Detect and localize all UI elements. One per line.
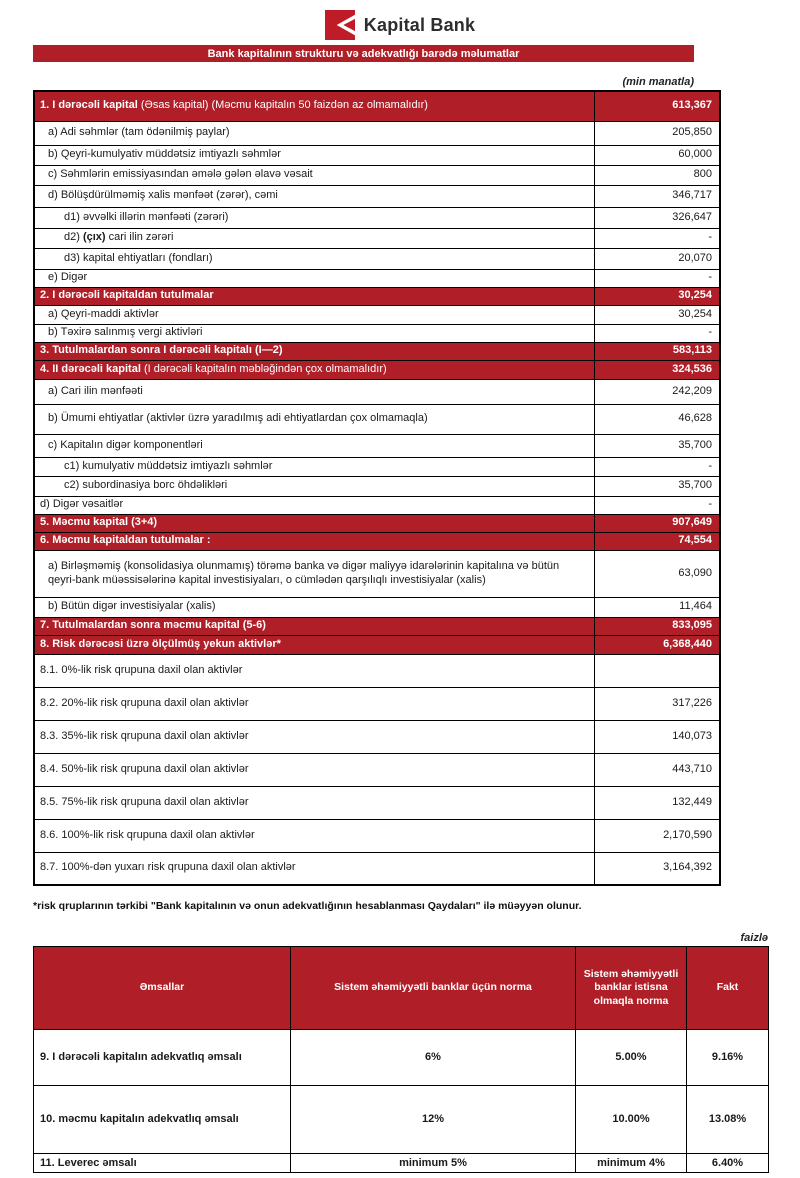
table-row bbox=[34, 687, 720, 720]
row-value: 833,095 bbox=[595, 617, 721, 635]
row-value: 35,700 bbox=[595, 434, 721, 457]
row-value: - bbox=[595, 324, 721, 342]
row-value: 74,554 bbox=[595, 532, 721, 550]
row-label: 8.7. 100%-dən yuxarı risk qrupuna daxil olan aktivlər bbox=[34, 852, 595, 885]
row-value: 132,449 bbox=[595, 786, 721, 819]
table-row bbox=[34, 720, 720, 753]
row-value: 30,254 bbox=[595, 305, 721, 324]
row-value: 324,536 bbox=[595, 360, 721, 379]
row-value: 205,850 bbox=[595, 121, 721, 145]
row-value: 63,090 bbox=[595, 550, 721, 597]
row-label: 3. Tutulmalardan sonra I dərəcəli kapitalı (I—2) bbox=[34, 342, 595, 360]
row-label: c) Səhmlərin emissiyasından əmələ gələn əlavə vəsait bbox=[34, 165, 595, 185]
ratio-value: 5.00% bbox=[576, 1030, 687, 1086]
row-value bbox=[595, 654, 721, 687]
column-header: Sistem əhəmiyyətli banklar üçün norma bbox=[291, 947, 576, 1030]
table-row bbox=[34, 532, 720, 550]
table-row bbox=[34, 654, 720, 687]
row-value: 326,647 bbox=[595, 207, 721, 228]
row-label: 8. Risk dərəcəsi üzrə ölçülmüş yekun aktivlər* bbox=[34, 635, 595, 654]
risk-groups-footnote: *risk qruplarının tərkibi "Bank kapitalının və onun adekvatlığının hesablanması Qaydaları" ilə müəyyən olunur. bbox=[33, 900, 582, 912]
brand-name: Kapital Bank bbox=[363, 14, 476, 35]
row-label: b) Ümumi ehtiyatlar (aktivlər üzrə yaradılmış adi ehtiyatlardan çox olmamaqla) bbox=[34, 404, 595, 434]
report-title: Bank kapitalının strukturu və adekvatlığı barədə məlumatlar bbox=[207, 47, 520, 60]
row-label: 2. I dərəcəli kapitaldan tutulmalar bbox=[34, 287, 595, 305]
table-row bbox=[34, 404, 720, 434]
table-row bbox=[34, 287, 720, 305]
row-label: b) Qeyri-kumulyativ müddətsiz imtiyazlı səhmlər bbox=[34, 145, 595, 165]
ratio-label: 9. I dərəcəli kapitalın adekvatlıq əmsalı bbox=[34, 1030, 291, 1086]
ratio-value: 12% bbox=[291, 1086, 576, 1154]
row-label: 8.6. 100%-lik risk qrupuna daxil olan aktivlər bbox=[34, 819, 595, 852]
column-header: Əmsallar bbox=[34, 947, 291, 1030]
table-row bbox=[34, 753, 720, 786]
row-value: - bbox=[595, 457, 721, 476]
row-value: 60,000 bbox=[595, 145, 721, 165]
row-label: a) Qeyri-maddi aktivlər bbox=[34, 305, 595, 324]
ratio-row bbox=[34, 1030, 769, 1086]
row-label: c1) kumulyativ müddətsiz imtiyazlı səhmlər bbox=[34, 457, 595, 476]
ratio-header-row bbox=[34, 947, 769, 1030]
row-label: 8.5. 75%-lik risk qrupuna daxil olan aktivlər bbox=[34, 786, 595, 819]
table-row bbox=[34, 635, 720, 654]
brand-header bbox=[0, 0, 800, 41]
row-label: a) Cari ilin mənfəəti bbox=[34, 379, 595, 404]
ratio-label: 11. Leverec əmsalı bbox=[34, 1154, 291, 1173]
table-row bbox=[34, 496, 720, 514]
row-label: 6. Məcmu kapitaldan tutulmalar : bbox=[34, 532, 595, 550]
row-value: 140,073 bbox=[595, 720, 721, 753]
ratio-value: minimum 5% bbox=[291, 1154, 576, 1173]
row-value: 2,170,590 bbox=[595, 819, 721, 852]
table-row bbox=[34, 342, 720, 360]
table-row bbox=[34, 434, 720, 457]
table-row bbox=[34, 91, 720, 121]
row-value: 35,700 bbox=[595, 476, 721, 496]
row-label: b) Bütün digər investisiyalar (xalis) bbox=[34, 597, 595, 617]
row-label: a) Birləşməmiş (konsolidasiya olunmamış) törəmə banka və digər maliyyə idarələrinin kapitalına və bütün qeyri-bank müəssisələrinə kapital investisiyaları, o cümlədən qarşılıqlı investisiyalar (xalis) bbox=[34, 550, 595, 597]
table-row bbox=[34, 305, 720, 324]
row-value: 46,628 bbox=[595, 404, 721, 434]
ratio-value: 6.40% bbox=[687, 1154, 769, 1173]
row-value: - bbox=[595, 496, 721, 514]
unit-note: (min manatla) bbox=[622, 76, 694, 88]
row-label: d3) kapital ehtiyatları (fondları) bbox=[34, 248, 595, 269]
row-label: 1. I dərəcəli kapital (Əsas kapital) (Məcmu kapitalın 50 faizdən az olmamalıdır) bbox=[34, 91, 595, 121]
report-title-bar bbox=[33, 45, 694, 62]
table-row bbox=[34, 228, 720, 248]
table-row bbox=[34, 457, 720, 476]
table-row bbox=[34, 360, 720, 379]
row-value: 30,254 bbox=[595, 287, 721, 305]
row-value: 907,649 bbox=[595, 514, 721, 532]
row-label: b) Təxirə salınmış vergi aktivləri bbox=[34, 324, 595, 342]
row-label: c) Kapitalın digər komponentləri bbox=[34, 434, 595, 457]
ratio-label: 10. məcmu kapitalın adekvatlıq əmsalı bbox=[34, 1086, 291, 1154]
row-value: 6,368,440 bbox=[595, 635, 721, 654]
row-value: 11,464 bbox=[595, 597, 721, 617]
row-value: 242,209 bbox=[595, 379, 721, 404]
row-label: d1) əvvəlki illərin mənfəəti (zərəri) bbox=[34, 207, 595, 228]
table-row bbox=[34, 550, 720, 597]
row-label: 8.1. 0%-lik risk qrupuna daxil olan aktivlər bbox=[34, 654, 595, 687]
table-row bbox=[34, 207, 720, 228]
table-row bbox=[34, 476, 720, 496]
row-value: - bbox=[595, 269, 721, 287]
row-label: d) Digər vəsaitlər bbox=[34, 496, 595, 514]
table-row bbox=[34, 269, 720, 287]
row-value: 613,367 bbox=[595, 91, 721, 121]
row-value: 3,164,392 bbox=[595, 852, 721, 885]
table-row bbox=[34, 121, 720, 145]
row-value: 583,113 bbox=[595, 342, 721, 360]
column-header: Fakt bbox=[687, 947, 769, 1030]
row-value: 20,070 bbox=[595, 248, 721, 269]
ratio-value: 9.16% bbox=[687, 1030, 769, 1086]
row-label: c2) subordinasiya borc öhdəlikləri bbox=[34, 476, 595, 496]
row-label: 7. Tutulmalardan sonra məcmu kapital (5-6) bbox=[34, 617, 595, 635]
row-label: e) Digər bbox=[34, 269, 595, 287]
capital-structure-table bbox=[33, 90, 721, 886]
table-row bbox=[34, 819, 720, 852]
row-label: 4. II dərəcəli kapital (I dərəcəli kapitalın məbləğindən çox olmamalıdır) bbox=[34, 360, 595, 379]
table-row bbox=[34, 597, 720, 617]
row-value: 317,226 bbox=[595, 687, 721, 720]
table-row bbox=[34, 514, 720, 532]
percent-note: faizlə bbox=[740, 932, 768, 944]
table-row bbox=[34, 248, 720, 269]
ratio-value: minimum 4% bbox=[576, 1154, 687, 1173]
row-value: 443,710 bbox=[595, 753, 721, 786]
row-value: 800 bbox=[595, 165, 721, 185]
ratio-value: 10.00% bbox=[576, 1086, 687, 1154]
ratio-value: 13.08% bbox=[687, 1086, 769, 1154]
row-label: 8.2. 20%-lik risk qrupuna daxil olan aktivlər bbox=[34, 687, 595, 720]
table-row bbox=[34, 786, 720, 819]
ratio-value: 6% bbox=[291, 1030, 576, 1086]
row-label: d) Bölüşdürülməmiş xalis mənfəət (zərər), cəmi bbox=[34, 185, 595, 207]
kapital-bank-logo-icon bbox=[325, 10, 355, 40]
adequacy-ratios-table bbox=[33, 946, 769, 1173]
row-value: 346,717 bbox=[595, 185, 721, 207]
column-header: Sistem əhəmiyyətli banklar istisna olmaqla norma bbox=[576, 947, 687, 1030]
row-label: a) Adi səhmlər (tam ödənilmiş paylar) bbox=[34, 121, 595, 145]
table-row bbox=[34, 145, 720, 165]
table-row bbox=[34, 324, 720, 342]
ratio-row bbox=[34, 1086, 769, 1154]
row-label: d2) (çıx) cari ilin zərəri bbox=[34, 228, 595, 248]
table-row bbox=[34, 617, 720, 635]
row-value: - bbox=[595, 228, 721, 248]
row-label: 8.3. 35%-lik risk qrupuna daxil olan aktivlər bbox=[34, 720, 595, 753]
row-label: 5. Məcmu kapital (3+4) bbox=[34, 514, 595, 532]
ratio-row bbox=[34, 1154, 769, 1173]
table-row bbox=[34, 185, 720, 207]
table-row bbox=[34, 379, 720, 404]
row-label: 8.4. 50%-lik risk qrupuna daxil olan aktivlər bbox=[34, 753, 595, 786]
table-row bbox=[34, 852, 720, 885]
table-row bbox=[34, 165, 720, 185]
